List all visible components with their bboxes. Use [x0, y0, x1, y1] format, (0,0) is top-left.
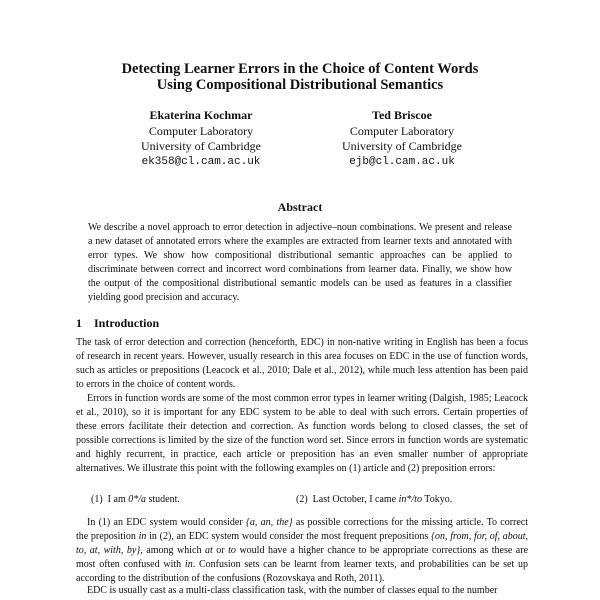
example-text: I am — [107, 494, 129, 505]
example-label: (1) — [91, 494, 103, 505]
example-error: 0*/a — [128, 494, 146, 505]
author-university: University of Cambridge — [342, 139, 462, 153]
paragraph-text: In (1) an EDC system would consider {a, an, the} as possible corrections for the missing article. To correct the preposition in in (2), an EDC system would consider the most frequent prepositions {on, from, for, of, about, to, at, with, by}, among which at or to would have a higher chance to be appropriate corrections as these are most often confused with in. Confusion sets can be learnt from learner texts, and probabilities can be set up according to the distribution of the confusions (Rozovskaya and Roth, 2011). — [76, 517, 529, 584]
paragraph-text: The task of error detection and correction (henceforth, EDC) in non-native writing in English has been a focus of research in recent years. However, usually research in this area focuses on EDC in the use of function words, such as articles or prepositions (Leacock et al., 2010; Dale et al., 2012), while much less attention has been paid to errors in the choice of content words. — [76, 337, 528, 390]
author-block-2 — [302, 108, 502, 170]
paragraph-text: Errors in function words are some of the most common error types in learner writing (Dalgish, 1985; Leacock et al., 2010), so it is important for any EDC system to be able to deal with such errors. Certain properties of these errors facilitate their detection and correction. As function words belong to closed classes, the set of possible corrections is limited by the size of the function word set. Since errors in function words are systematic and highly recurrent, in practice, each article or preposition has an even smaller number of appropriate alternatives. We illustrate this point with the following examples on (1) article and (2) preposition errors: — [76, 393, 528, 474]
author-name: Ted Briscoe — [372, 108, 432, 122]
author-email: ejb@cl.cam.ac.uk — [349, 155, 455, 168]
example-error: in*/to — [398, 494, 422, 505]
abstract-paragraph: We describe a novel approach to error detection in adjective–noun combinations. We present and release a new dataset of annotated errors where the examples are extracted from learner texts and annotated with error types. We show how compositional distributional semantic approaches can be applied to discriminate between correct and incorrect word combinations from learner data. Finally, we show how the output of the compositional distributional semantic models can be used as features in a classifier yielding good precision and accuracy. — [88, 222, 512, 303]
paper-title-line-1: Detecting Learner Errors in the Choice of Content Words — [121, 61, 479, 77]
author-department: Computer Laboratory — [349, 123, 455, 138]
author-university: University of Cambridge — [141, 139, 261, 153]
example-2 — [296, 494, 452, 505]
section-number: 1 — [76, 316, 82, 330]
author-department: Computer Laboratory — [148, 123, 254, 138]
author-block-1 — [101, 108, 301, 170]
paragraph-text: EDC is usually cast as a multi-class classification task, with the number of classes equal to the number — [87, 585, 498, 596]
section-heading — [76, 316, 159, 331]
abstract-heading: Abstract — [277, 200, 323, 214]
paper-title-line-2: Using Compositional Distributional Semantics — [156, 77, 444, 93]
example-1 — [91, 494, 180, 505]
example-label: (2) — [296, 494, 308, 505]
example-text: Last October, I came — [312, 494, 399, 505]
example-text-end: student. — [146, 494, 180, 505]
intro-paragraph-1 — [76, 336, 528, 392]
intro-paragraph-3 — [76, 516, 528, 586]
abstract-text — [88, 221, 512, 305]
intro-paragraph-2 — [76, 392, 528, 476]
section-title: Introduction — [94, 316, 160, 330]
author-name: Ekaterina Kochmar — [149, 108, 253, 122]
example-text-end: Tokyo. — [421, 494, 453, 505]
intro-paragraph-4 — [76, 584, 528, 598]
author-email: ek358@cl.cam.ac.uk — [141, 155, 261, 168]
